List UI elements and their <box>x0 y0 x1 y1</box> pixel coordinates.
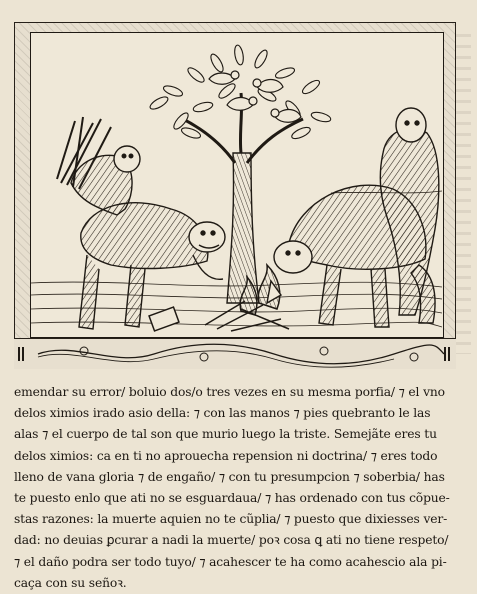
monkey-standing-right <box>380 108 438 323</box>
woodcut-illustration <box>30 32 444 338</box>
text-line: dad: no deuias ꝑcurar a nadi la muerte/ poꝛ cosa ꝗ ati no tiene respeto/ <box>14 533 449 548</box>
woodcut-lower-border <box>14 338 456 369</box>
text-line: stas razones: la muerte aquien no te cũplia/ ⁊ puesto que dixiesses ver- <box>14 512 448 527</box>
text-line: lleno de vana gloria ⁊ de engaño/ ⁊ con tu presumpcion ⁊ soberbia/ has <box>14 469 445 484</box>
text-line: emendar su error/ boluio dos/o tres vezes en su mesma porfia/ ⁊ el vno <box>14 385 445 399</box>
text-line: caça con su señoꝛ. <box>14 575 127 590</box>
text-line: delos ximios: ca en ti no aprouecha repension ni doctrina/ ⁊ eres todo <box>14 448 438 463</box>
text-line: te puesto enlo que ati no se esguardaua/ ⁊ has ordenado con tus cõpue- <box>14 490 450 505</box>
text-line: delos ximios irado asio della: ⁊ con las manos ⁊ pies quebranto le las <box>14 406 431 421</box>
monkey-crouching-left <box>79 203 225 329</box>
text-line: ⁊ el daño podra ser todo tuyo/ ⁊ acahescer te ha como acahescio ala pi- <box>14 554 447 569</box>
text-line: alas ⁊ el cuerpo de tal son que murio luego la triste. Semejãte eres tu <box>14 427 437 442</box>
page-text <box>14 382 470 594</box>
